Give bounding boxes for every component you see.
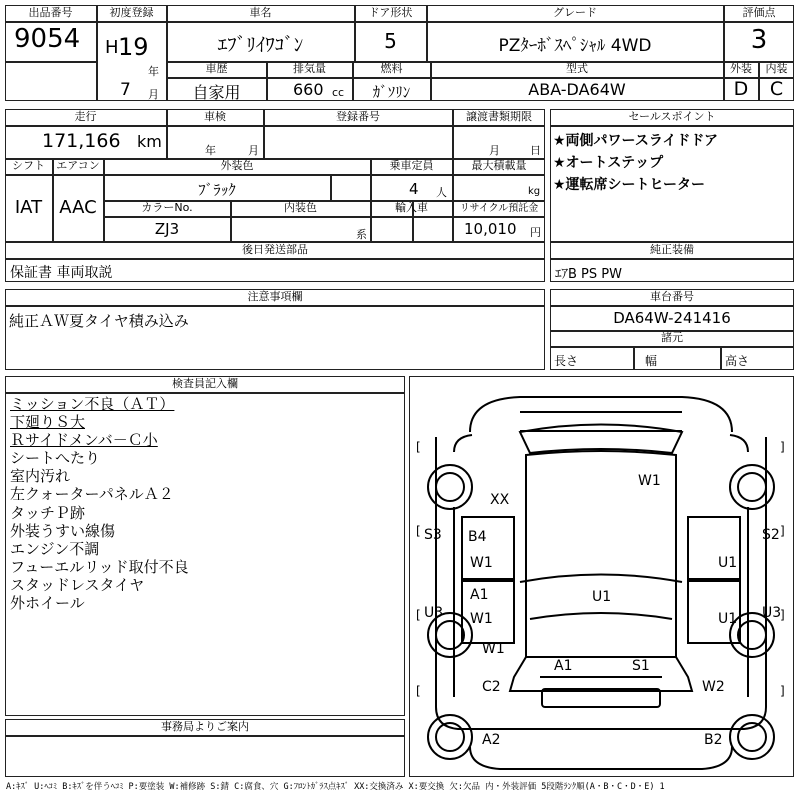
damage-mark: W1 xyxy=(482,641,505,657)
inspection-month: 月 xyxy=(248,144,259,157)
displacement-label: 排気量 xyxy=(293,62,326,75)
interior-grade: C xyxy=(769,78,784,100)
inspector-item: 外装うすい線傷 xyxy=(10,521,116,540)
inspection-label: 車検 xyxy=(204,110,226,123)
first-reg-era: H xyxy=(105,37,119,58)
fuel-label: 燃料 xyxy=(380,62,403,75)
inspector-item: タッチＰ跡 xyxy=(10,503,86,522)
lot-no: 9054 xyxy=(14,24,81,54)
shift-label: シフト xyxy=(12,159,45,172)
int-color-label: 内装色 xyxy=(284,201,317,214)
mileage: 171,166 xyxy=(42,130,121,152)
office-label: 事務局よりご案内 xyxy=(161,720,249,733)
model: ABA-DA64W xyxy=(528,80,626,99)
damage-mark: XX xyxy=(490,492,510,508)
mileage-label: 走行 xyxy=(74,110,97,123)
later-parts: 保証書 車両取説 xyxy=(10,265,113,281)
notes-text: 純正ＡＷ夏タイヤ積み込み xyxy=(9,312,189,330)
int-color-unit: 系 xyxy=(356,228,367,241)
doors: 5 xyxy=(384,29,397,53)
later-label: 後日発送部品 xyxy=(242,243,308,256)
recycle-fee: 10,010 xyxy=(464,220,517,238)
exterior-label: 外装 xyxy=(730,62,752,75)
bracket-mark: ] xyxy=(780,524,785,538)
damage-mark: S1 xyxy=(632,658,650,674)
inspection-year: 年 xyxy=(205,144,216,157)
load-unit: kg xyxy=(528,186,541,197)
notes-label: 注意事項欄 xyxy=(247,290,303,303)
sales-label: セールスポイント xyxy=(628,110,716,123)
load-label: 最大積載量 xyxy=(471,159,527,172)
sales-point: ★両側パワースライドドア xyxy=(553,133,719,149)
inspector-item: 外ホイール xyxy=(10,594,85,613)
specs-label: 諸元 xyxy=(661,331,683,344)
car-name: ｴﾌﾞﾘｲﾜｺﾞﾝ xyxy=(217,34,304,56)
capacity-label: 乗車定員 xyxy=(389,159,434,172)
car-diagram xyxy=(409,376,794,777)
displacement-unit: cc xyxy=(332,86,345,99)
inspector-item: シートへたり xyxy=(10,449,101,468)
first-reg-label: 初度登録 xyxy=(109,6,154,19)
sales-point: ★オートステップ xyxy=(553,155,664,171)
shift: IAT xyxy=(14,197,43,218)
damage-mark: U1 xyxy=(718,611,738,627)
inspector-item: フューエルリッド取付不良 xyxy=(10,557,189,576)
interior-label: 内装 xyxy=(765,62,788,75)
transfer-month: 月 xyxy=(489,144,500,157)
import-label: 輸入車 xyxy=(395,201,428,214)
displacement: 660 xyxy=(293,80,324,99)
reg-no-label: 登録番号 xyxy=(336,110,380,123)
inspector-item: ミッション不良（ＡＴ） xyxy=(10,395,175,413)
damage-mark: B2 xyxy=(704,732,723,748)
month-unit: 月 xyxy=(148,88,159,101)
transfer-label: 譲渡書類期限 xyxy=(466,110,532,123)
lot-no-label: 出品番号 xyxy=(28,6,73,19)
damage-mark: S2 xyxy=(762,527,780,543)
fuel: ｶﾞｿﾘﾝ xyxy=(372,83,411,101)
damage-mark: W2 xyxy=(702,679,725,695)
inspector-label: 検査員記入欄 xyxy=(172,377,238,390)
sales-point: ★運転席シートヒーター xyxy=(553,177,705,193)
mileage-unit: km xyxy=(137,132,162,151)
first-reg-year: 19 xyxy=(118,33,149,61)
damage-mark: W1 xyxy=(638,473,661,489)
exterior-grade: D xyxy=(733,78,749,100)
damage-mark: B4 xyxy=(468,529,487,545)
bracket-mark: ] xyxy=(780,684,785,698)
spec-length: 長さ xyxy=(554,354,579,368)
damage-mark: U1 xyxy=(718,555,738,571)
car-diagram-svg xyxy=(410,377,792,775)
bracket-mark: [ xyxy=(416,524,421,538)
grade-label: グレード xyxy=(553,6,597,19)
inspector-item: Ｒサイドメンバ－Ｃ小 xyxy=(10,431,158,450)
damage-mark: A2 xyxy=(482,732,501,748)
recycle-unit: 円 xyxy=(530,226,541,239)
bracket-mark: [ xyxy=(416,684,421,698)
door-label: ドア形状 xyxy=(368,6,413,19)
inspector-item: 室内汚れ xyxy=(10,467,71,486)
damage-mark: U3 xyxy=(762,605,782,621)
score: 3 xyxy=(750,25,768,55)
capacity-unit: 人 xyxy=(436,186,447,199)
ac-label: エアコン xyxy=(56,159,100,172)
bracket-mark: [ xyxy=(416,440,421,454)
bracket-mark: ] xyxy=(780,608,785,622)
damage-mark: A1 xyxy=(470,587,489,603)
grade: PZﾀｰﾎﾞｽﾍﾟｼｬﾙ 4WD xyxy=(498,36,652,56)
inspector-item: スタッドレスタイヤ xyxy=(10,575,145,594)
inspector-item: 左クォーターパネルＡ２ xyxy=(10,485,174,504)
damage-mark: U1 xyxy=(592,589,612,605)
capacity: 4 xyxy=(409,180,419,198)
chassis-label: 車台番号 xyxy=(650,290,694,303)
first-reg-month: 7 xyxy=(120,80,131,100)
ac: AAC xyxy=(59,197,97,218)
model-label: 型式 xyxy=(566,62,588,75)
year-unit: 年 xyxy=(148,65,159,78)
damage-mark: S3 xyxy=(424,527,442,543)
damage-mark: C2 xyxy=(482,679,501,695)
chassis-number: DA64W-241416 xyxy=(613,309,731,327)
bracket-mark: ] xyxy=(780,440,785,454)
inspector-item: エンジン不調 xyxy=(10,539,100,558)
color-label: 外装色 xyxy=(220,159,254,172)
damage-mark: W1 xyxy=(470,611,493,627)
history: 自家用 xyxy=(192,83,241,102)
damage-mark: U3 xyxy=(424,605,444,621)
color-no-label: カラーNo. xyxy=(141,201,193,214)
legend: A:ｷｽﾞ U:ﾍｺﾐ B:ｷｽﾞを伴うﾍｺﾐ P:要塗装 W:補修跡 S:錆 C:腐食、穴 G:ﾌﾛﾝﾄｶﾞﾗｽ点ｷｽﾞ XX:交換済み X:要交換 欠:欠品 内・外装評価 5段階ﾗﾝｸ順(A・B・C・D・E) 1 xyxy=(6,782,665,792)
bracket-mark: [ xyxy=(416,608,421,622)
transfer-day: 日 xyxy=(530,144,541,157)
exterior-color: ﾌﾞﾗｯｸ xyxy=(198,181,236,199)
car-name-label: 車名 xyxy=(249,6,272,19)
equip-label: 純正装備 xyxy=(650,243,694,256)
color-no: ZJ3 xyxy=(154,220,180,238)
damage-mark: W1 xyxy=(470,555,493,571)
damage-mark: A1 xyxy=(554,658,573,674)
history-label: 車歴 xyxy=(205,62,228,75)
inspector-item: 下廻りＳ大 xyxy=(10,413,86,432)
recycle-label: リサイクル預託金 xyxy=(459,203,539,214)
spec-height: 高さ xyxy=(725,354,750,368)
equipment: ｴｱB PS PW xyxy=(555,267,622,282)
inspector-list xyxy=(10,395,400,612)
spec-width: 幅 xyxy=(645,354,658,368)
score-label: 評価点 xyxy=(742,6,776,19)
